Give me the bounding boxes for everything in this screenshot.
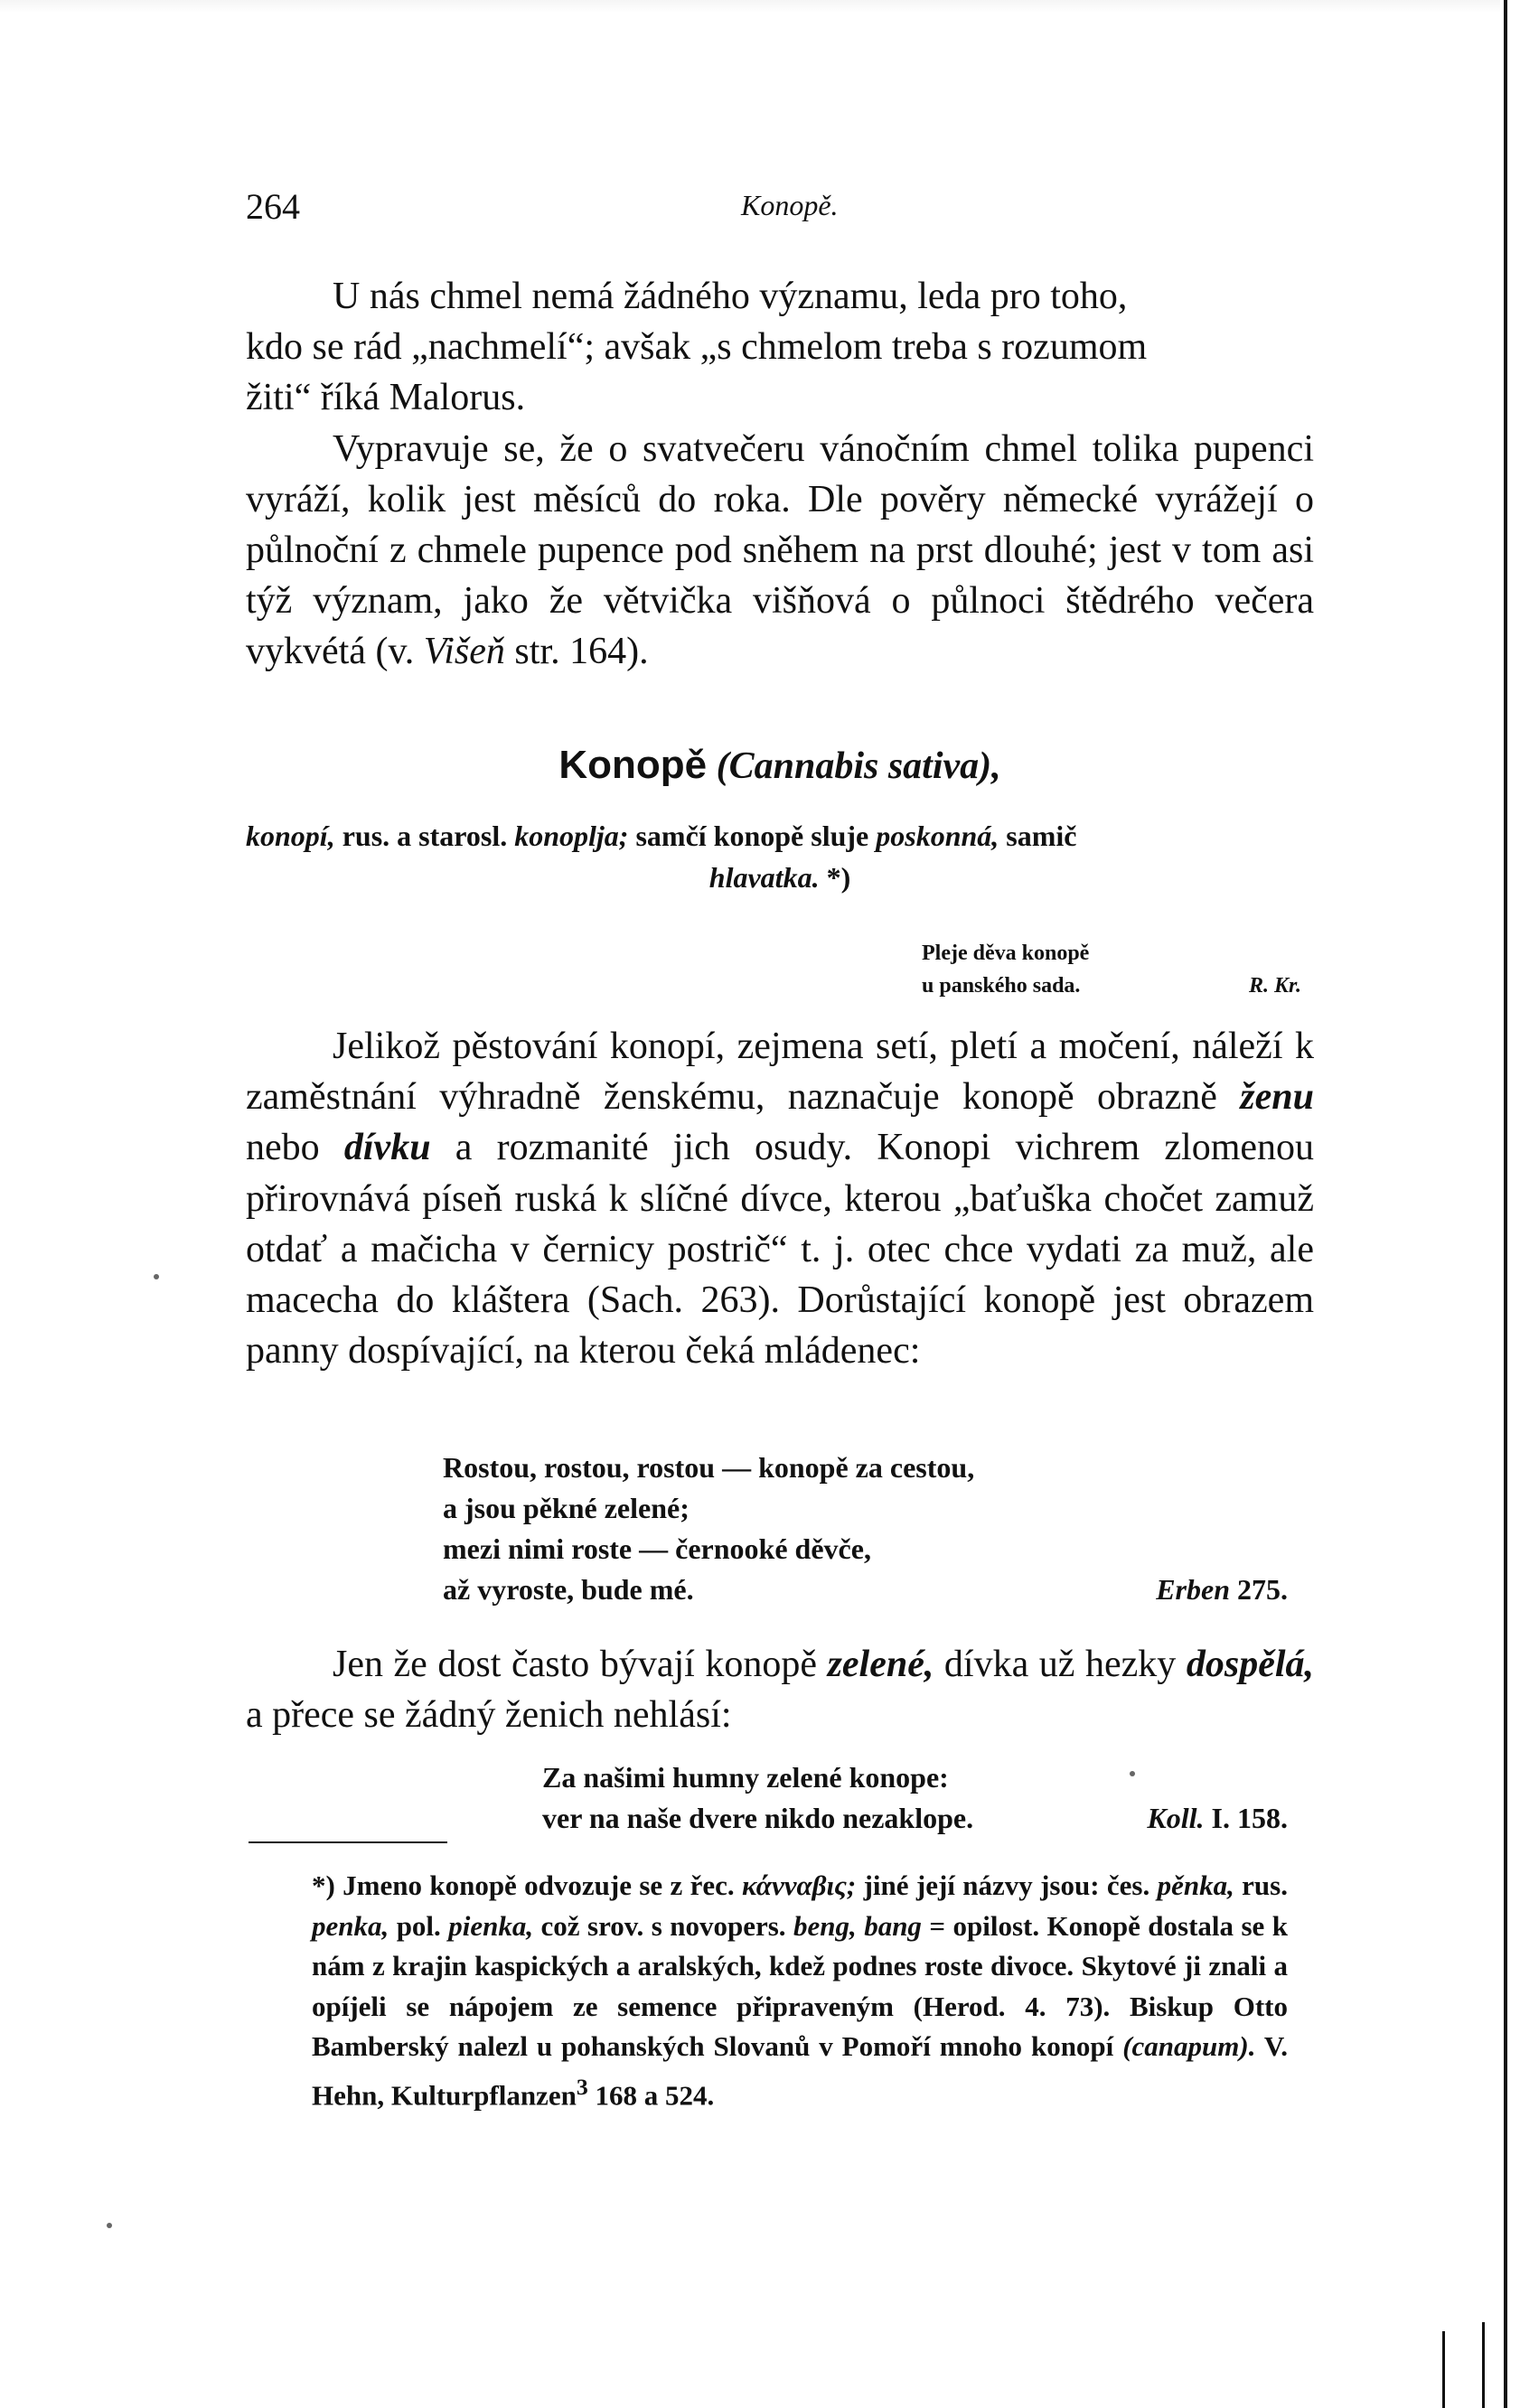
footnote-marker: *) xyxy=(826,861,851,894)
emphasis: dívku xyxy=(343,1127,431,1169)
term: konoplja; xyxy=(514,820,629,852)
text-run: Jelikož pěstování konopí, zejmena setí, pletí a močení, náleží k zaměstnání výhradně ženskému, naznačuje konopě obrazně xyxy=(246,1026,1314,1119)
page-top-edge xyxy=(0,0,1520,13)
page-number: 264 xyxy=(246,186,300,227)
running-title: Konopě. xyxy=(741,189,839,221)
poem-line-text: až vyroste, bude mé. xyxy=(443,1573,694,1606)
edge-mark xyxy=(1504,0,1507,2408)
emphasis: zelené, xyxy=(827,1644,934,1685)
text-run: Vypravuje se, že o svatvečeru vánočním chmel tolika pupenci vyráží, kolik jest měsíců do roka. Dle pověry německé vyrážejí o půlnoční z chmele pupence pod sněhem na prst dlouhé; jest v tom asi týž význam, jako že větvička višňová o půlnoci štědrého večera vykvétá (v. xyxy=(246,427,1314,673)
footnote-text xyxy=(312,1866,1288,2115)
text-run: samič xyxy=(1006,820,1077,852)
epigraph-source: R. Kr. xyxy=(1248,974,1301,998)
term: konopí, xyxy=(246,820,335,852)
poem-source xyxy=(1156,1569,1288,1610)
synonyms-row xyxy=(246,815,1314,857)
section-heading xyxy=(246,743,1314,788)
emphasis: dospělá, xyxy=(1186,1644,1314,1685)
poem-line: Rostou, rostou, rostou — konopě za cestou, xyxy=(443,1451,975,1484)
text-run: a rozmanité jich osudy. Konopi vichrem zlomenou přirovnává píseň ruská k slíčné dívce, kterou „baťuška chočet zamuž otdať a mačicha v černicy postrič“ t. j. otec chce vydati za muž, ale macecha do kláštera (Sach. 263). Dorůstající konopě jest obrazem panny dospívající, na kterou čeká mládenec: xyxy=(246,1127,1315,1373)
text-run: dívka už hezky xyxy=(943,1644,1177,1685)
source-page: I. 158. xyxy=(1211,1802,1288,1834)
source-name: Koll. xyxy=(1147,1802,1205,1834)
text-run: = opilost. Konopě dostala se k nám z krajin kaspických a aralských, kdež podnes roste divoce. Skytové ji znali a opíjeli se nápojem ze semence připraveným (Herod. 4. 73). Biskup Otto Bamberský nalezl u pohanských Slovanů v Pomoří mnoho konopí xyxy=(312,1909,1288,2062)
text-run: a přece se žádný ženich nehlásí: xyxy=(246,1694,732,1737)
term: pienka, xyxy=(448,1909,534,1942)
epigraph-line: Pleje děva konopě xyxy=(922,942,1090,965)
text-run: což srov. s novopers. xyxy=(540,1909,786,1942)
edge-mark xyxy=(1442,2331,1445,2408)
text-run: rus. a starosl. xyxy=(342,820,508,852)
page-header xyxy=(246,185,1285,230)
source-page: 275. xyxy=(1237,1573,1288,1606)
paragraph-jelikoz xyxy=(246,1021,1314,1376)
text-run: rus. xyxy=(1242,1869,1288,1901)
greek-term: κάνναβις; xyxy=(741,1869,857,1901)
text-line: kdo se rád „nachmelí“; avšak „s chmelom treba s rozumom xyxy=(246,326,1148,369)
poem-line-last xyxy=(443,1569,1288,1610)
paper-speck xyxy=(107,2223,112,2228)
poem-source xyxy=(1147,1798,1288,1839)
edge-mark xyxy=(1482,2322,1485,2408)
term: beng, bang xyxy=(793,1909,922,1942)
text-run: str. 164). xyxy=(514,631,649,673)
footnote xyxy=(312,1866,1288,2115)
paragraph-chmel xyxy=(246,271,1314,678)
term: (canapum). xyxy=(1122,2030,1256,2062)
poem-line: mezi nimi roste — černooké děvče, xyxy=(443,1532,871,1565)
epigraph-line: u panského sada. xyxy=(922,974,1081,998)
section-title: Konopě xyxy=(558,743,708,787)
cross-reference: Višeň xyxy=(423,631,505,673)
epigraph xyxy=(922,937,1301,1002)
text-run: Jen že dost často bývají konopě xyxy=(333,1644,817,1685)
term: pěnka, xyxy=(1157,1869,1234,1901)
poem-line: Za našimi humny zelené konope: xyxy=(542,1761,949,1794)
paragraph-vypravuje xyxy=(246,424,1314,678)
poem-line: a jsou pěkné zelené; xyxy=(443,1492,690,1524)
term: penka, xyxy=(312,1909,389,1942)
text-run: *) Jmeno konopě odvozuje se z řec. xyxy=(312,1869,735,1901)
poem-line-text: ver na naše dvere nikdo nezaklope. xyxy=(542,1802,974,1834)
term: poskonná, xyxy=(876,820,999,852)
latin-name: (Cannabis sativa), xyxy=(716,745,1001,787)
poem-line-last xyxy=(542,1798,1288,1839)
synonyms-line xyxy=(246,815,1314,898)
poem-erben xyxy=(443,1448,1288,1610)
text-run: samčí konopě sluje xyxy=(635,820,869,852)
text-run: 168 a 524. xyxy=(595,2078,715,2111)
source-name: Erben xyxy=(1156,1573,1230,1606)
edition-superscript: 3 xyxy=(576,2073,588,2100)
footnote-rule xyxy=(249,1841,447,1843)
text-run: V. Hehn, Kulturpflanzen xyxy=(312,2030,1288,2111)
synonyms-row xyxy=(246,857,1314,898)
emphasis: ženu xyxy=(1240,1076,1314,1119)
paragraph-jen-ze xyxy=(246,1639,1314,1740)
paper-speck xyxy=(1130,1771,1135,1776)
text-run: nebo xyxy=(246,1127,320,1169)
text-line: žiti“ říká Malorus. xyxy=(246,377,526,419)
text-run: jiné její názvy jsou: čes. xyxy=(863,1869,1150,1901)
text-line: U nás chmel nemá žádného významu, leda pro toho, xyxy=(333,276,1128,317)
text-run: pol. xyxy=(396,1909,441,1942)
term: hlavatka. xyxy=(708,861,820,894)
poem-kollar xyxy=(542,1757,1288,1839)
paper-speck xyxy=(154,1274,159,1279)
